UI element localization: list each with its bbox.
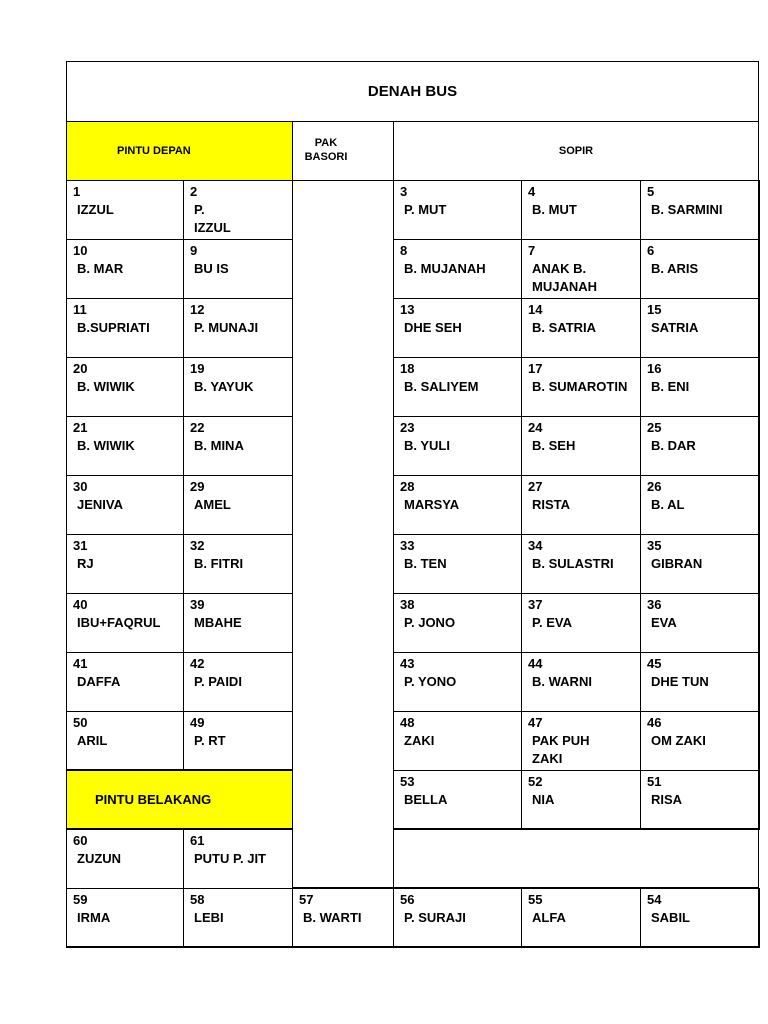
seat-passenger-name: B. DAR [651,438,696,453]
seat-passenger-name: ARIL [77,733,108,748]
seat-passenger-name: B. WIWIK [77,438,135,453]
seat-number: 40 [73,597,88,612]
seat-cell [521,416,641,476]
seat-number: 26 [647,479,662,494]
seat-cell [640,593,760,653]
seat-number: 5 [647,184,655,199]
seat-passenger-name: B. MUT [532,202,577,217]
seat-cell [640,180,760,240]
seat-passenger-name: NIA [532,792,555,807]
seat-passenger-name: OM ZAKI [651,733,706,748]
seat-cell [393,711,522,771]
seat-cell [521,711,641,771]
seat-number: 52 [528,774,543,789]
seat-cell [66,180,184,240]
seat-cell [521,770,641,830]
seat-passenger-name: B. FITRI [194,556,244,571]
seat-passenger-name: B. SALIYEM [404,379,479,394]
pak-basori-cell [292,121,394,181]
seat-passenger-name: DHE TUN [651,674,709,689]
seat-passenger-name: B.SUPRIATI [77,320,150,335]
seat-number: 44 [528,656,543,671]
seat-passenger-name: PUTU P. JIT [194,851,267,866]
seat-number: 33 [400,538,415,553]
seat-number: 6 [647,243,655,258]
seat-passenger-name: B. SUMAROTIN [532,379,628,394]
seat-number: 4 [528,184,536,199]
seat-number: 13 [400,302,415,317]
seat-passenger-name: BU IS [194,261,229,276]
seat-number: 37 [528,597,543,612]
seat-cell [521,888,641,948]
seat-number: 16 [647,361,662,376]
seat-passenger-name: B. TEN [404,556,447,571]
seat-cell [66,888,184,948]
seat-number: 12 [190,302,205,317]
seat-cell [66,239,184,299]
seat-number: 42 [190,656,205,671]
driver-cell [393,121,759,181]
seat-passenger-name: DAFFA [77,674,121,689]
seat-number: 18 [400,361,415,376]
seat-passenger-name: B. ENI [651,379,690,394]
seat-number: 48 [400,715,415,730]
seat-number: 53 [400,774,415,789]
seat-number: 2 [190,184,198,199]
seat-number: 41 [73,656,88,671]
seat-cell [640,888,760,948]
seat-passenger-name: P. IZZUL [194,202,231,235]
seat-cell [640,711,760,771]
seat-number: 19 [190,361,205,376]
seat-passenger-name: MBAHE [194,615,242,630]
seat-cell [640,652,760,712]
seat-passenger-name: B. MUJANAH [404,261,486,276]
seat-cell [66,298,184,358]
seat-number: 27 [528,479,543,494]
seat-cell [183,357,293,417]
seat-passenger-name: P. SURAJI [404,910,466,925]
seat-number: 38 [400,597,415,612]
seat-number: 22 [190,420,205,435]
seat-number: 23 [400,420,415,435]
seat-number: 57 [299,892,314,907]
seat-cell [393,593,522,653]
seat-passenger-name: RISTA [532,497,571,512]
seat-cell [393,475,522,535]
seat-cell [393,888,522,948]
seat-cell [183,416,293,476]
seat-number: 29 [190,479,205,494]
seat-passenger-name: P. EVA [532,615,572,630]
seat-passenger-name: B. YULI [404,438,450,453]
rear-door-cell [66,769,293,829]
seat-number: 3 [400,184,408,199]
seat-passenger-name: ANAK B. MUJANAH [532,261,597,294]
front-door-label: PINTU DEPAN [117,145,191,157]
seat-passenger-name: P. MUNAJI [194,320,259,335]
seat-number: 34 [528,538,543,553]
seat-number: 35 [647,538,662,553]
seat-number: 58 [190,892,205,907]
seat-cell [393,770,522,830]
seat-cell [521,298,641,358]
seat-cell [66,711,184,771]
seat-cell [521,239,641,299]
seat-passenger-name: P. YONO [404,674,457,689]
seat-cell [183,593,293,653]
front-door-cell [66,121,293,181]
seat-cell [640,298,760,358]
seat-number: 51 [647,774,662,789]
seat-cell [640,357,760,417]
seat-passenger-name: P. RT [194,733,226,748]
seat-number: 49 [190,715,205,730]
seat-cell [66,475,184,535]
seat-number: 47 [528,715,543,730]
seat-cell [66,829,184,889]
seat-cell [521,534,641,594]
seat-number: 36 [647,597,662,612]
seat-cell [183,888,293,948]
seat-passenger-name: AMEL [194,497,231,512]
seat-passenger-name: B. MINA [194,438,244,453]
seat-passenger-name: PAK PUH ZAKI [532,733,590,766]
seat-passenger-name: P. JONO [404,615,456,630]
seat-number: 39 [190,597,205,612]
seat-number: 43 [400,656,415,671]
seat-number: 59 [73,892,88,907]
seat-passenger-name: SATRIA [651,320,699,335]
seat-cell [393,534,522,594]
seat-number: 30 [73,479,88,494]
seat-passenger-name: EVA [651,615,677,630]
seat-number: 20 [73,361,88,376]
seat-passenger-name: DHE SEH [404,320,462,335]
seat-passenger-name: GIBRAN [651,556,703,571]
seat-number: 46 [647,715,662,730]
seat-cell [183,829,293,889]
seat-passenger-name: ALFA [532,910,566,925]
seat-passenger-name: ZUZUN [77,851,122,866]
seat-cell [640,534,760,594]
seat-cell [183,711,293,771]
seat-number: 8 [400,243,408,258]
seat-passenger-name: B. ARIS [651,261,699,276]
seat-passenger-name: RISA [651,792,683,807]
seat-passenger-name: B. YAYUK [194,379,254,394]
seat-passenger-name: JENIVA [77,497,123,512]
seat-number: 45 [647,656,662,671]
seat-number: 55 [528,892,543,907]
seat-cell [183,239,293,299]
seat-cell [66,652,184,712]
seat-passenger-name: B. MAR [77,261,124,276]
empty-cell [393,828,759,888]
seat-cell [66,593,184,653]
seat-passenger-name: LEBI [194,910,224,925]
seat-passenger-name: B. SULASTRI [532,556,614,571]
seat-passenger-name: IZZUL [77,202,114,217]
seat-passenger-name: B. SEH [532,438,576,453]
seat-cell [393,416,522,476]
seat-passenger-name: MARSYA [404,497,460,512]
seat-cell [183,475,293,535]
seat-cell [393,652,522,712]
seat-passenger-name: IRMA [77,910,111,925]
seat-passenger-name: B. WIWIK [77,379,135,394]
seat-cell [393,357,522,417]
seat-number: 21 [73,420,88,435]
seat-passenger-name: P. MUT [404,202,447,217]
seat-number: 24 [528,420,543,435]
seat-number: 9 [190,243,198,258]
seat-cell [521,475,641,535]
seat-cell [521,357,641,417]
pak-basori-label: PAK BASORI [304,137,348,163]
seat-passenger-name: B. WARTI [303,910,362,925]
seat-cell [521,652,641,712]
seat-passenger-name: P. PAIDI [194,674,242,689]
seat-number: 60 [73,833,88,848]
seat-number: 25 [647,420,662,435]
seat-cell [183,652,293,712]
seat-number: 1 [73,184,81,199]
seat-cell [640,770,760,830]
seat-cell [393,239,522,299]
seat-number: 56 [400,892,415,907]
seat-number: 31 [73,538,88,553]
seat-cell [183,180,293,240]
seat-cell [66,534,184,594]
seat-cell [66,357,184,417]
seat-cell [521,180,641,240]
seat-number: 32 [190,538,205,553]
seat-passenger-name: SABIL [651,910,690,925]
seat-cell [393,298,522,358]
seat-cell [183,534,293,594]
seat-cell [640,239,760,299]
seat-cell [640,416,760,476]
seat-number: 14 [528,302,543,317]
seat-number: 17 [528,361,543,376]
seat-number: 61 [190,833,205,848]
seat-number: 15 [647,302,662,317]
seat-cell [292,888,394,948]
driver-label: SOPIR [558,145,594,157]
rear-door-label: PINTU BELAKANG [95,791,212,807]
seat-number: 54 [647,892,662,907]
aisle-column [292,180,394,888]
seat-passenger-name: BELLA [404,792,448,807]
seat-passenger-name: IBU+FAQRUL [77,615,161,630]
seat-passenger-name: B. WARNI [532,674,592,689]
seat-number: 28 [400,479,415,494]
seat-number: 7 [528,243,536,258]
seat-cell [66,416,184,476]
seat-number: 11 [73,302,87,317]
page-title: DENAH BUS [66,61,759,122]
seat-passenger-name: B. SATRIA [532,320,597,335]
seat-passenger-name: ZAKI [404,733,435,748]
seat-passenger-name: RJ [77,556,94,571]
seat-passenger-name: B. AL [651,497,685,512]
seat-cell [393,180,522,240]
seat-passenger-name: B. SARMINI [651,202,723,217]
seat-cell [521,593,641,653]
seat-cell [183,298,293,358]
seat-number: 10 [73,243,88,258]
seat-number: 50 [73,715,88,730]
seat-cell [640,475,760,535]
